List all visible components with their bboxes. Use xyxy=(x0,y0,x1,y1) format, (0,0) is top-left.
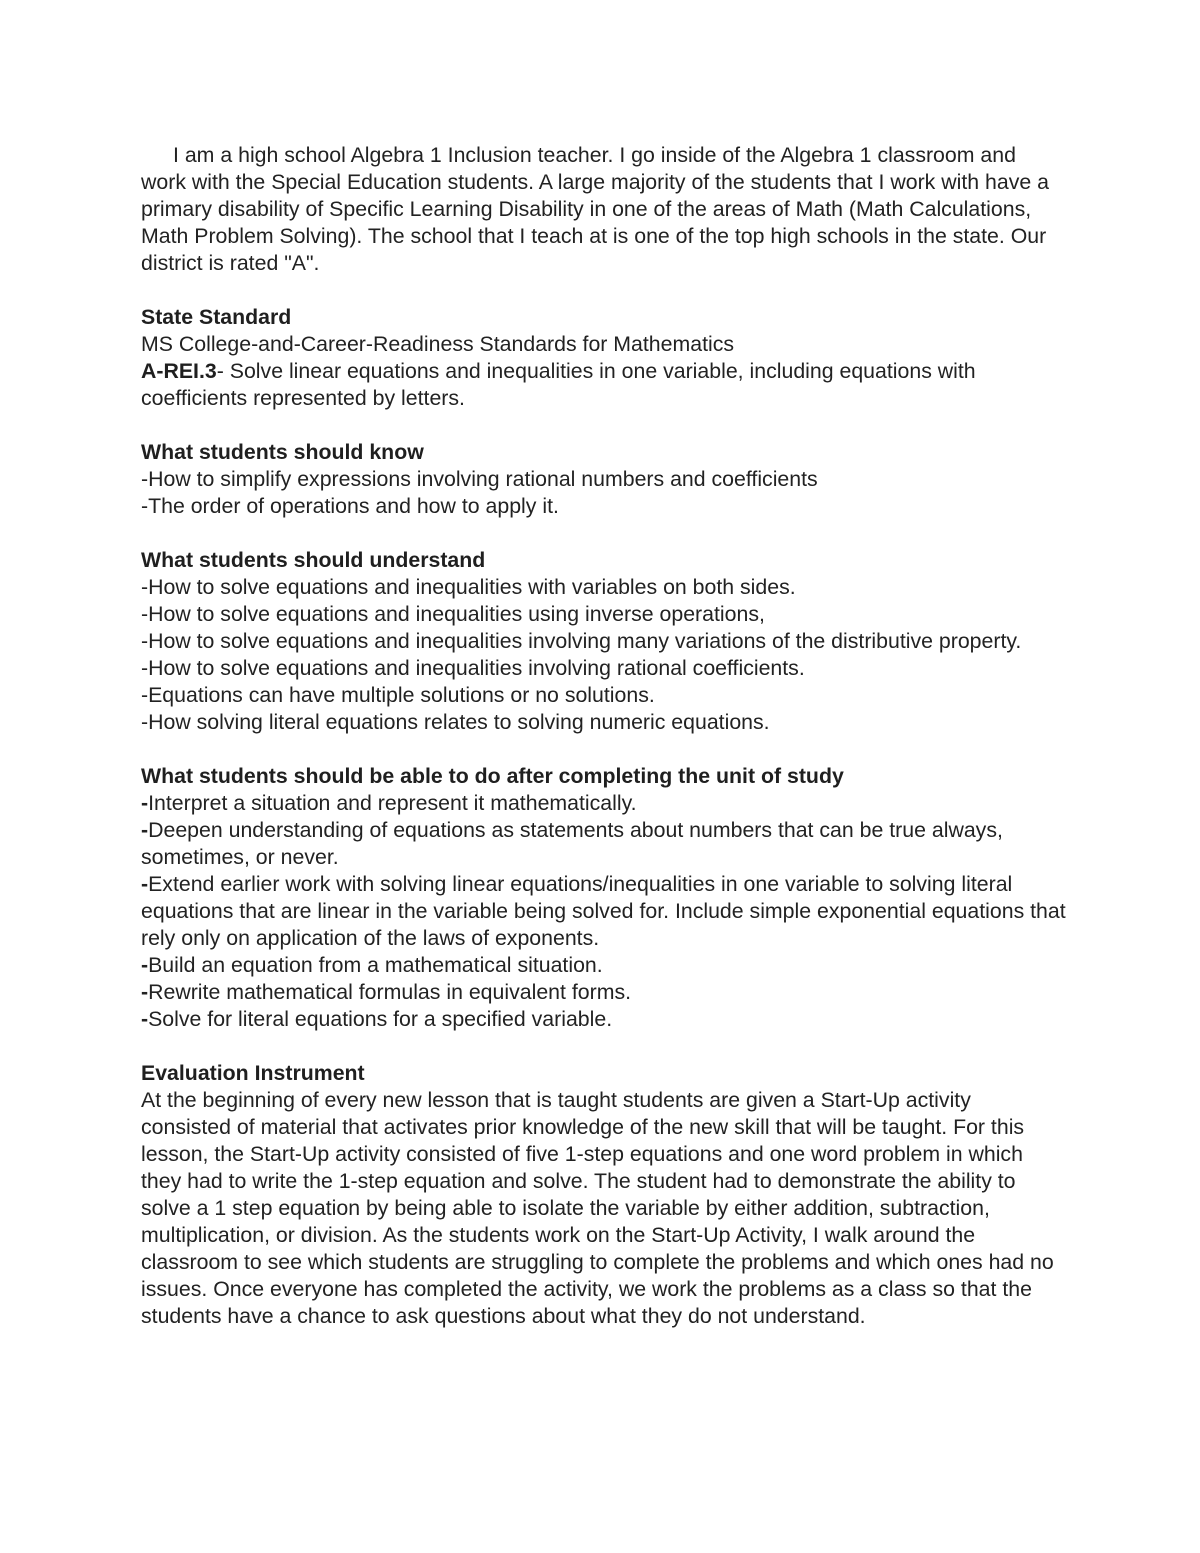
list-item xyxy=(141,817,1066,871)
dash-marker: - xyxy=(141,818,149,842)
evaluation-heading: Evaluation Instrument xyxy=(141,1061,365,1085)
list-item-text: Extend earlier work with solving linear equations/inequalities in one variable to solving literal equations that are linear in the variable being solved for. Include simple exponential equations that rely only on application of the laws of exponents. xyxy=(141,872,1066,950)
understand-heading: What students should understand xyxy=(141,548,486,572)
dash-marker: - xyxy=(141,953,149,977)
list-item: -Equations can have multiple solutions or no solutions. xyxy=(141,683,655,707)
state-standard-source: MS College-and-Career-Readiness Standards for Mathematics xyxy=(141,332,735,356)
standard-description: - Solve linear equations and inequalities in one variable, including equations with coefficients represented by letters. xyxy=(141,359,976,410)
understand-section xyxy=(141,547,1066,736)
list-item: -How to solve equations and inequalities involving many variations of the distributive property. xyxy=(141,629,1022,653)
dash-marker: - xyxy=(141,872,149,896)
list-item: -How to simplify expressions involving rational numbers and coefficients xyxy=(141,467,818,491)
list-item: -How solving literal equations relates to solving numeric equations. xyxy=(141,710,770,734)
state-standard-entry xyxy=(141,358,1066,412)
able-section xyxy=(141,763,1066,1033)
document-page xyxy=(141,142,1066,1357)
evaluation-body: At the beginning of every new lesson that is taught students are given a Start-Up activity consisted of material that activates prior knowledge of the new skill that will be taught. For this lesson, the Start-Up activity consisted of five 1-step equations and one word problem in which they had to write the 1-step equation and solve. The student had to demonstrate the ability to solve a 1 step equation by being able to isolate the variable by either addition, subtraction, multiplication, or division. As the students work on the Start-Up Activity, I walk around the classroom to see which students are struggling to complete the problems and which ones had no issues. Once everyone has completed the activity, we work the problems as a class so that the students have a chance to ask questions about what they do not understand. xyxy=(141,1088,1054,1328)
list-item: -How to solve equations and inequalities involving rational coefficients. xyxy=(141,656,805,680)
list-item: -How to solve equations and inequalities using inverse operations, xyxy=(141,602,765,626)
know-section xyxy=(141,439,1066,520)
list-item-text: Rewrite mathematical formulas in equivalent forms. xyxy=(148,980,632,1004)
list-item-text: Build an equation from a mathematical situation. xyxy=(148,953,603,977)
list-item-text: Deepen understanding of equations as statements about numbers that can be true always, sometimes, or never. xyxy=(141,818,1003,869)
able-heading: What students should be able to do after completing the unit of study xyxy=(141,764,844,788)
know-heading: What students should know xyxy=(141,440,424,464)
list-item-text: Interpret a situation and represent it mathematically. xyxy=(148,791,637,815)
list-item-text: Solve for literal equations for a specified variable. xyxy=(148,1007,613,1031)
list-item xyxy=(141,979,1066,1006)
list-item xyxy=(141,871,1066,952)
list-item xyxy=(141,1006,1066,1033)
list-item xyxy=(141,952,1066,979)
dash-marker: - xyxy=(141,791,149,815)
list-item: -How to solve equations and inequalities with variables on both sides. xyxy=(141,575,796,599)
standard-code: A-REI.3 xyxy=(141,359,217,383)
dash-marker: - xyxy=(141,1007,149,1031)
evaluation-section xyxy=(141,1060,1066,1330)
list-item: -The order of operations and how to apply it. xyxy=(141,494,559,518)
state-standard-heading: State Standard xyxy=(141,305,292,329)
state-standard-section xyxy=(141,304,1066,412)
intro-paragraph: I am a high school Algebra 1 Inclusion teacher. I go inside of the Algebra 1 classroom and work with the Special Education students. A large majority of the students that I work with have a primary disability of Specific Learning Disability in one of the areas of Math (Math Calculations, Math Problem Solving). The school that I teach at is one of the top high schools in the state. Our district is rated "A". xyxy=(141,143,1049,275)
dash-marker: - xyxy=(141,980,149,1004)
list-item xyxy=(141,790,1066,817)
